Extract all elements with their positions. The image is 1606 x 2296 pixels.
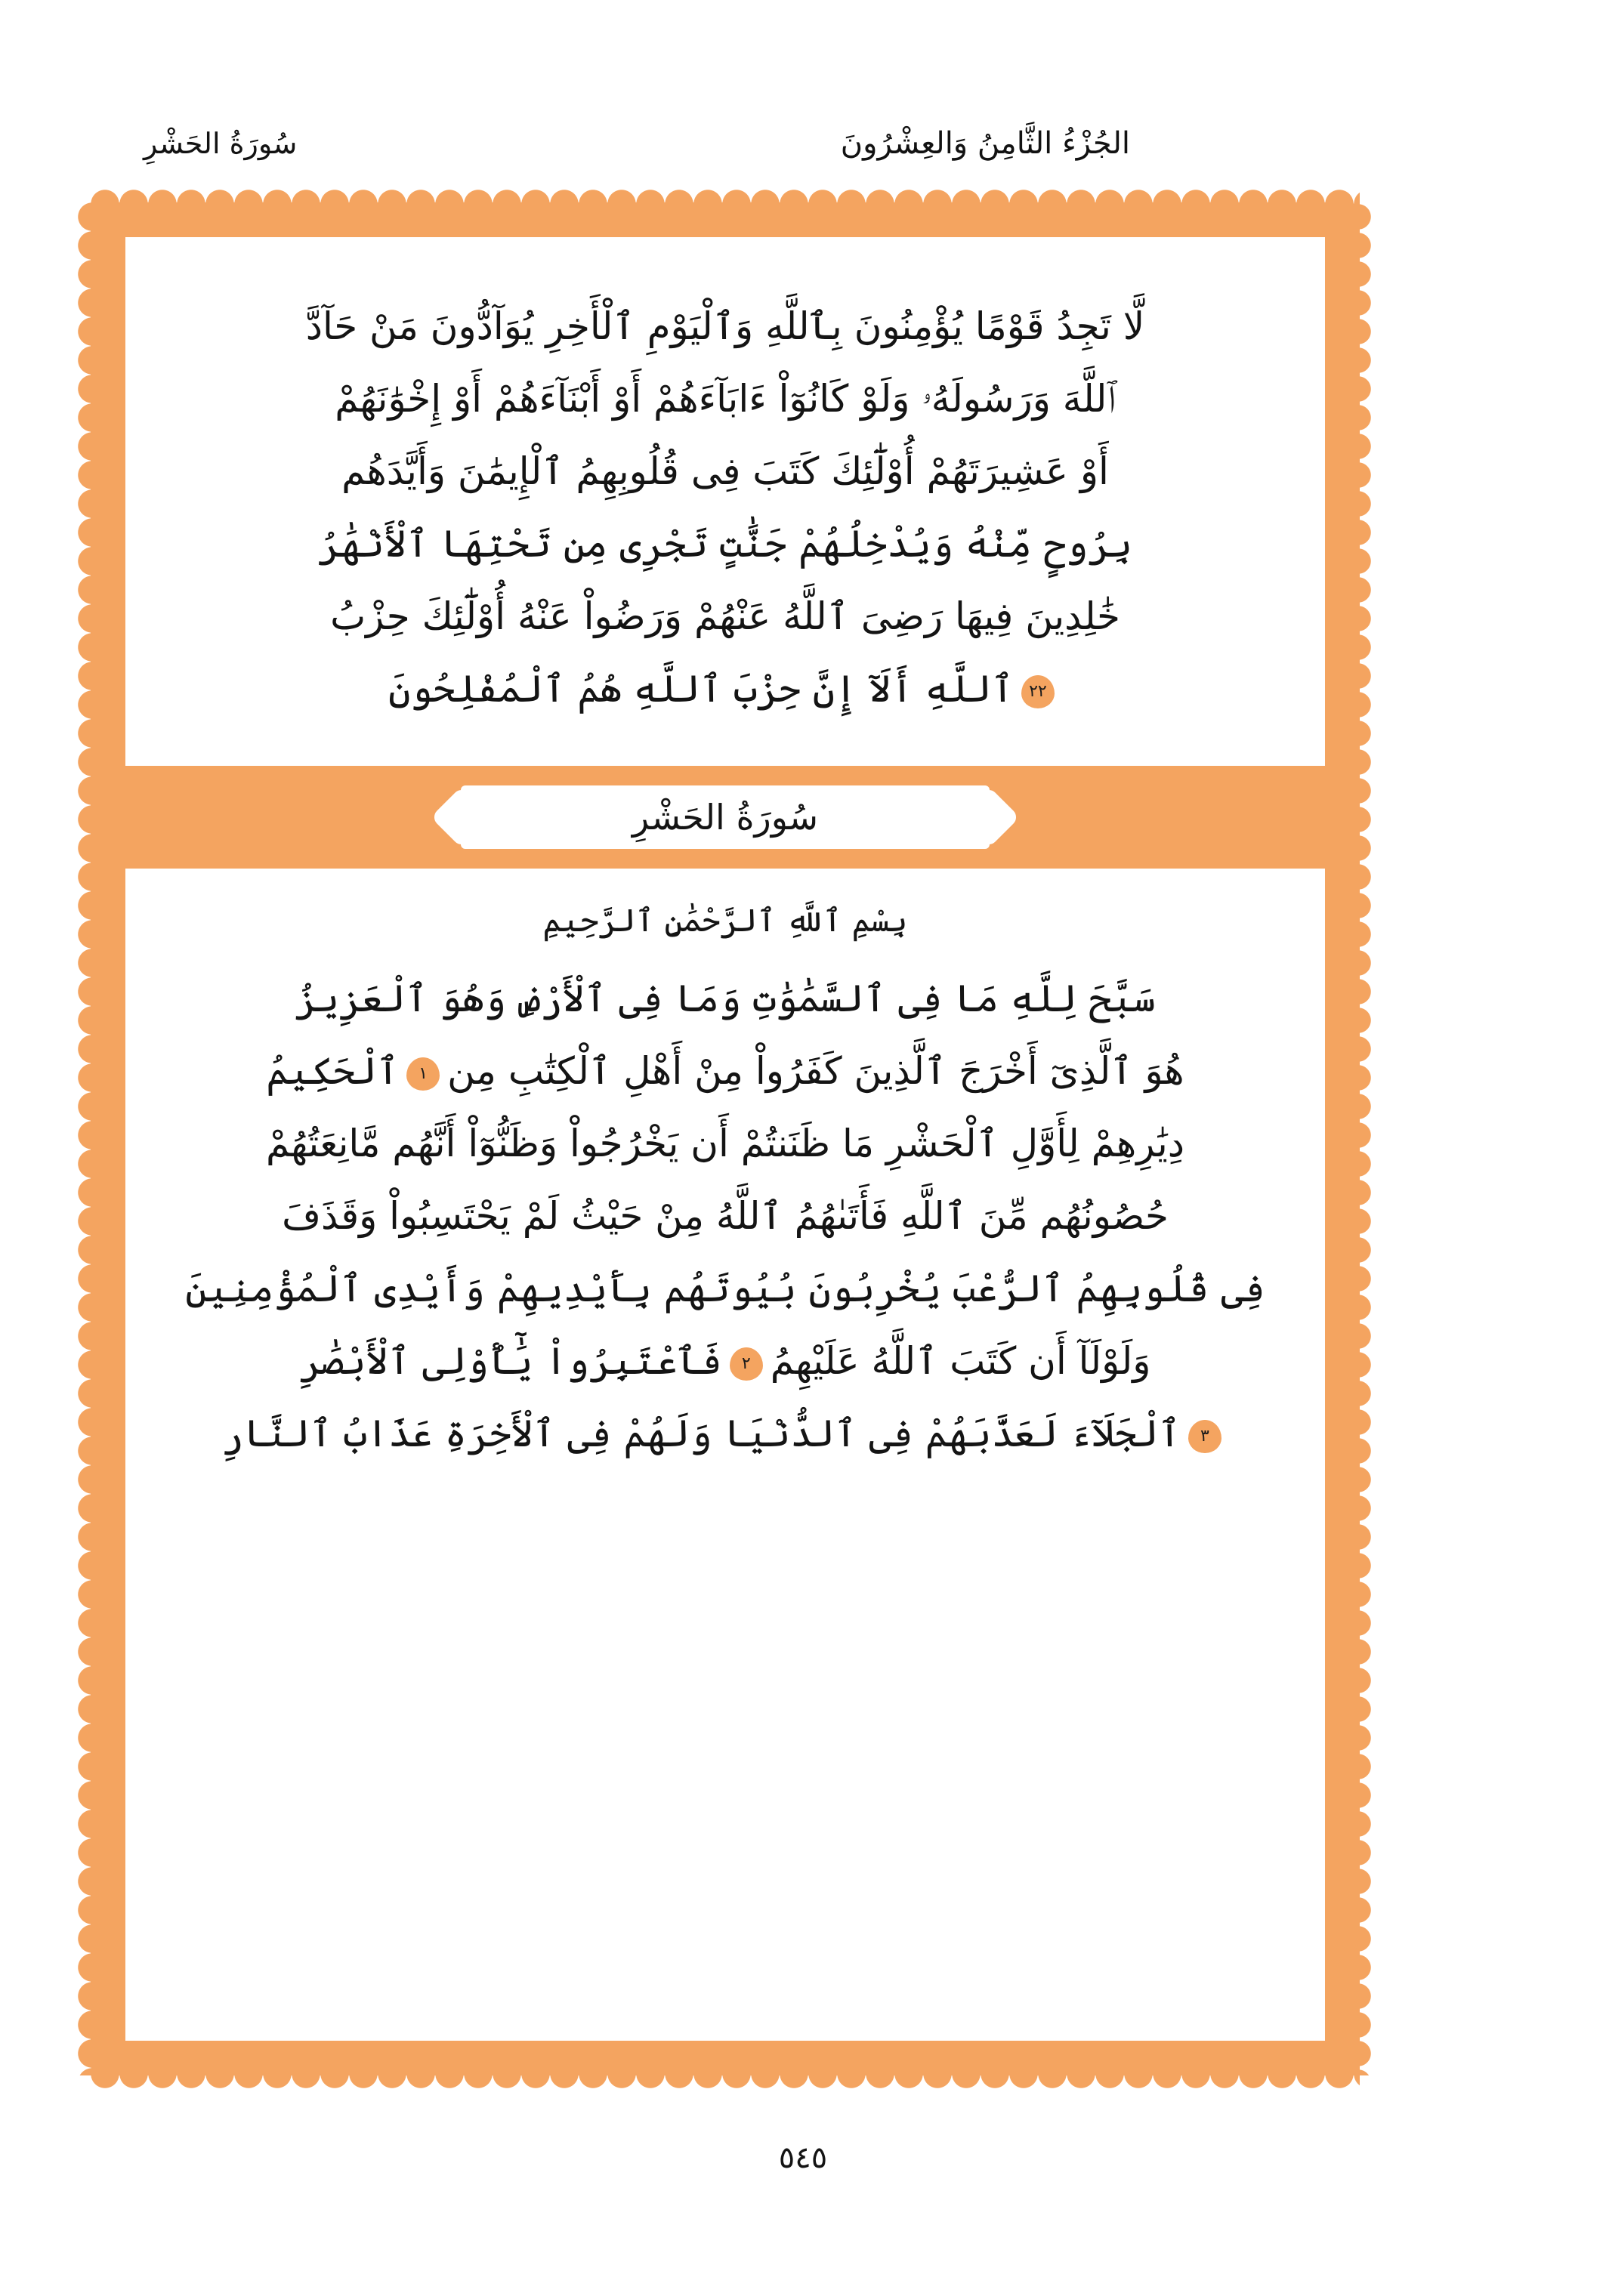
bottom-text-block: [125, 962, 1325, 1470]
surah-title-banner: [91, 766, 1360, 869]
aya-line: ٱللَّهَ وَرَسُولَهُۥ وَلَوْ كَانُوٓاْ ءَابَآءَهُمْ أَوْ أَبْنَآءَهُمْ أَوْ إِخْوَٰنَهُمْ: [335, 377, 1116, 421]
aya-text-continuation: وَلَوْلَآ أَن كَتَبَ ٱللَّهُ عَلَيْهِمُ: [770, 1339, 1151, 1383]
top-text-block: [125, 290, 1325, 725]
aya-number-marker: ٣: [1188, 1420, 1221, 1453]
scallop-left-edge: [78, 202, 105, 2075]
aya-text: فَٱعْتَبِرُواْ يَٰٓأُوْلِى ٱلْأَبْصَٰرِ: [299, 1339, 722, 1383]
aya-line: لَّا تَجِدُ قَوْمًا يُؤْمِنُونَ بِٱللَّهِ وَٱلْيَوْمِ ٱلْأَخِرِ يُوَآدُّونَ مَنْ حَآدَّ: [305, 304, 1145, 348]
header-surah-name: سُورَةُ الحَشْرِ: [144, 127, 298, 160]
aya-line-with-number: [125, 1397, 1325, 1470]
aya-line-with-number: [125, 1035, 1325, 1107]
aya-line: فِى قُلُوبِهِمُ ٱلرُّعْبَ يُخْرِبُونَ بُيُوتَهُم بِأَيْدِيهِمْ وَأَيْدِى ٱلْمُؤْمِنِينَ: [185, 1267, 1265, 1310]
decorative-frame: [91, 202, 1360, 2075]
aya-line: خَٰلِدِينَ فِيهَا رَضِىَ ٱللَّهُ عَنْهُمْ وَرَضُواْ عَنْهُ أُوْلَٰٓئِكَ حِزْبُ: [330, 594, 1120, 638]
scallop-right-edge: [1345, 202, 1373, 2075]
aya-text: ٱلْحَكِيمُ: [266, 1049, 400, 1093]
aya-line: بِرُوحٍ مِّنْهُ وَيُدْخِلُهُمْ جَنَّٰتٍ تَجْرِى مِن تَحْتِهَا ٱلْأَنْهَٰرُ: [317, 522, 1133, 566]
aya-number-marker: ٢٢: [1021, 675, 1055, 708]
aya-line-with-number: [125, 1325, 1325, 1397]
aya-line-with-number: [125, 653, 1325, 725]
header-juz-name: الجُزْءُ الثَّامِنُ وَالعِشْرُونَ: [840, 126, 1130, 161]
aya-line: دِيَٰرِهِمْ لِأَوَّلِ ٱلْحَشْرِ مَا ظَنَنتُمْ أَن يَخْرُجُواْ وَظَنُّوٓاْ أَنَّهُم مَّانِعَتُهُمْ: [265, 1122, 1185, 1165]
aya-text: ٱلْجَلَآءَ لَعَذَّبَهُمْ فِى ٱلدُّنْيَا وَلَهُمْ فِى ٱلْأَخِرَةِ عَذَابُ ٱلنَّارِ: [221, 1412, 1181, 1455]
aya-line: أَوْ عَشِيرَتَهُمْ أُوْلَٰٓئِكَ كَتَبَ فِى قُلُوبِهِمُ ٱلْإِيمَٰنَ وَأَيَّدَهُم: [341, 449, 1109, 493]
basmala-line: بِسْمِ ٱللَّهِ ٱلرَّحْمَٰنِ ٱلرَّحِيمِ: [542, 902, 908, 939]
surah-title-cartouche: [461, 785, 990, 849]
scallop-bottom-edge: [91, 2061, 1360, 2088]
aya-line: حُصُونُهُم مِّنَ ٱللَّهِ فَأَتَىٰهُمُ ٱللَّهُ مِنْ حَيْثُ لَمْ يَحْتَسِبُواْ وَقَذَفَ: [282, 1194, 1169, 1238]
scallop-top-edge: [91, 190, 1360, 217]
aya-line: سَبَّحَ لِلَّهِ مَا فِى ٱلسَّمَٰوَٰتِ وَمَا فِى ٱلْأَرْضِ وَهُوَ ٱلْعَزِيزُ: [295, 977, 1156, 1020]
page-number: ٥٤٥: [778, 2140, 828, 2175]
page-header: [113, 113, 1493, 174]
aya-number-marker: ١: [406, 1057, 440, 1091]
aya-text-continuation: هُوَ ٱلَّذِىٓ أَخْرَجَ ٱلَّذِينَ كَفَرُواْ مِنْ أَهْلِ ٱلْكِتَٰبِ مِن: [447, 1049, 1184, 1093]
aya-text: ٱللَّهِ أَلَآ إِنَّ حِزْبَ ٱللَّهِ هُمُ ٱلْمُفْلِحُونَ: [388, 667, 1014, 711]
frame-inner-panel: [125, 237, 1325, 2041]
aya-number-marker: ٢: [730, 1347, 763, 1381]
surah-title-text: سُورَةُ الحَشْرِ: [632, 797, 819, 838]
